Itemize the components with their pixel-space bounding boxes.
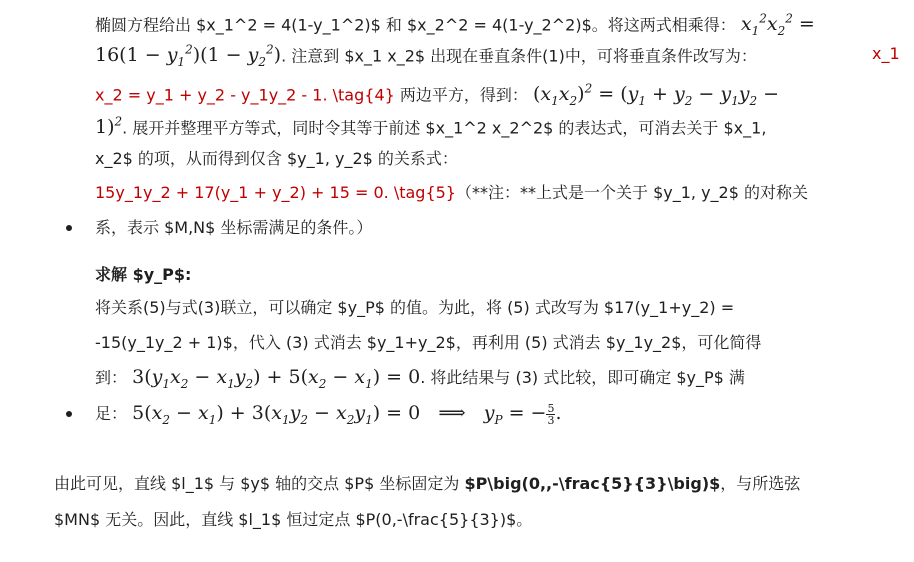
text-line: [95, 110, 766, 140]
math-formula: 1)$^2$: [95, 115, 123, 139]
text-span: . 注意到 $x_1 x_2$ 出现在垂直条件(1)中，可将垂直条件改写为：: [281, 46, 757, 66]
text-line: [95, 77, 779, 113]
text-span: 椭圆方程给出 $x_1^2 = 4(1-y_1^2)$ 和 $x_2^2 = 4(1-y_2^2)$。将这两式相乘得：: [95, 15, 736, 35]
text-span: 系，表示 $M,N$ 坐标需满足的条件。）: [95, 218, 373, 237]
text-line: [95, 401, 562, 432]
bullet-point: [66, 225, 72, 231]
red-text: x_2 = y_1 + y_2 - y_1y_2 - 1. \tag{4}: [95, 85, 395, 105]
red-text: 15y_1y_2 + 17(y_1 + y_2) + 15 = 0. \tag{5}: [95, 183, 456, 202]
text-span: . 将此结果与 (3) 式比较，即可确定 $y_P$ 满: [420, 368, 745, 387]
math-formula: $x_1^2x_2^2$ =: [740, 12, 815, 39]
text-line: [95, 216, 372, 240]
text-span: x_2$ 的项，从而得到仅含 $y_1, y_2$ 的关系式：: [95, 149, 458, 168]
text-span: . 展开并整理平方等式，同时令其等于前述 $x_1^2 x_2^2$ 的表达式，可消去关于 $x_1,: [122, 118, 767, 138]
red-text: x_1: [872, 44, 900, 63]
math-formula: $16(1 - y_1^2)(1 - y_2^2)$: [95, 43, 282, 70]
text-span: $MN$ 无关。因此，直线 $l_1$ 恒过定点 $P(0,-\frac{5}{3})$。: [54, 510, 533, 529]
text-line: [95, 147, 458, 171]
text-span: ，与所选弦: [720, 474, 801, 493]
math-formula: $(x_1x_2)^2 = (y_1 + y_2 - y_1y_2$ −: [533, 82, 780, 109]
section-heading: 求解 $y_P$:: [95, 265, 192, 284]
text-line: [95, 331, 761, 355]
math-formula: $5(x_2 - x_1) + 3(x_1y_2 - x_2y_1) = 0$ ⟹ $y_P$ = − $\frac{5}{3}$ .: [132, 401, 562, 427]
fraction: $\frac{5}{3}$: [547, 401, 555, 427]
bullet-point: [66, 411, 72, 417]
text-line: [54, 472, 800, 496]
text-span: （**注：**上式是一个关于 $y_1, y_2$ 的对称关: [455, 183, 808, 202]
text-line: [54, 508, 532, 532]
text-line: [95, 181, 808, 205]
text-span: 两边平方，得到：: [394, 85, 528, 105]
text-line: [95, 38, 757, 74]
bold-text: $P\big(0,,-\frac{5}{3}\big)$: [464, 474, 721, 493]
text-span: 到：: [95, 368, 128, 387]
math-formula: $3(y_1x_2 - x_1y_2) + 5(x_2 - x_1) = 0$: [132, 366, 421, 391]
text-span: 将关系(5)与式(3)联立，可以确定 $y_P$ 的值。为此，将 (5) 式改写为 $17(y_1+y_2) =: [95, 298, 735, 317]
text-line: [95, 365, 745, 396]
text-line: [95, 296, 734, 320]
text-span: -15(y_1y_2 + 1)$，代入 (3) 式消去 $y_1+y_2$，再利用 (5) 式消去 $y_1y_2$，可化简得: [95, 333, 762, 352]
text-span: 由此可见，直线 $l_1$ 与 $y$ 轴的交点 $P$ 坐标固定为: [54, 474, 465, 493]
text-span: 足：: [95, 404, 128, 423]
